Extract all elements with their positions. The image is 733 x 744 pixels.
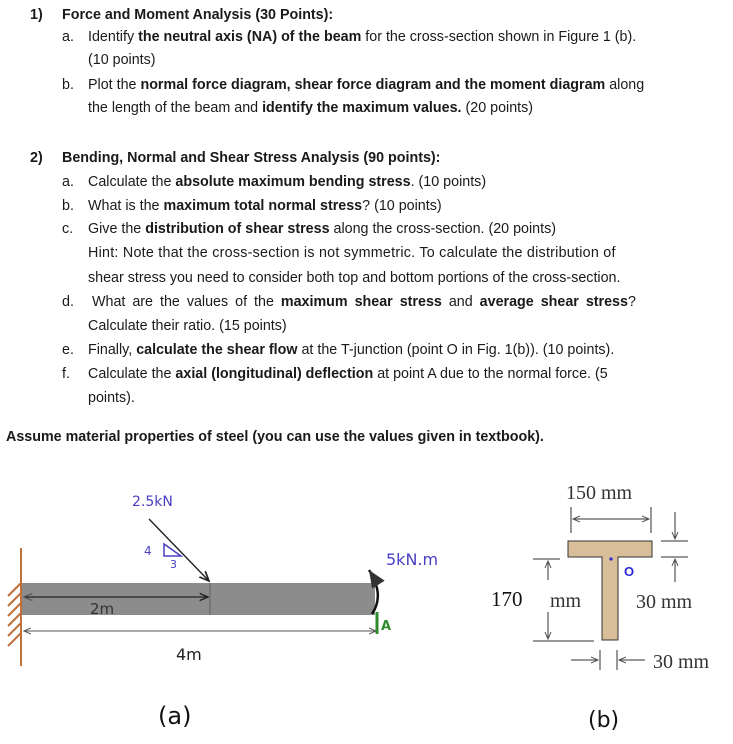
caption-a: (a) bbox=[158, 702, 192, 730]
q2-number: 2) bbox=[30, 150, 43, 166]
q1-title: Force and Moment Analysis (30 Points): bbox=[62, 7, 334, 23]
q2f-text-2: points). bbox=[88, 390, 135, 406]
q1b-label: b. bbox=[62, 77, 74, 93]
width-label: 150 mm bbox=[566, 482, 633, 504]
point-a-label: A bbox=[381, 619, 392, 634]
q2c-hint-2: shear stress you need to consider both top and bottom portions of the cross-section. bbox=[88, 270, 621, 286]
q2d-label: d. bbox=[62, 294, 74, 310]
q2e-text: Finally, calculate the shear flow at the T-junction (point O in Fig. 1(b)). (10 points). bbox=[88, 342, 615, 358]
slope-horizontal: 3 bbox=[170, 558, 177, 571]
fixed-wall-support bbox=[8, 548, 21, 666]
slope-vertical: 4 bbox=[144, 544, 152, 558]
beam bbox=[22, 583, 375, 615]
figure-a-beam-diagram bbox=[8, 494, 438, 730]
dim-4m-label: 4m bbox=[176, 645, 202, 664]
q2f-text: Calculate the axial (longitudinal) deflection at point A due to the normal force. (5 bbox=[88, 366, 608, 382]
q2b-text: What is the maximum total normal stress? (10 points) bbox=[88, 198, 442, 214]
force-label: 2.5kN bbox=[132, 494, 173, 510]
web-thickness-label: 30 mm bbox=[653, 651, 710, 673]
q2c-text: Give the distribution of shear stress along the cross-section. (20 points) bbox=[88, 221, 557, 237]
q1a-points: (10 points) bbox=[88, 52, 156, 68]
q2a-text: Calculate the absolute maximum bending stress. (10 points) bbox=[88, 174, 487, 190]
q1a-label: a. bbox=[62, 29, 74, 45]
height-unit: mm bbox=[550, 590, 582, 612]
q2e-label: e. bbox=[62, 342, 74, 358]
q2c-hint-1: Hint: Note that the cross-section is not symmetric. To calculate the distribution of bbox=[88, 245, 616, 261]
q1a-text: Identify the neutral axis (NA) of the beam for the cross-section shown in Figure 1 (b). bbox=[88, 29, 637, 45]
caption-b: (b) bbox=[588, 708, 620, 733]
assumption-note: Assume material properties of steel (you can use the values given in textbook). bbox=[6, 429, 544, 445]
q2b-label: b. bbox=[62, 198, 74, 214]
q1b-text: Plot the normal force diagram, shear force diagram and the moment diagram along bbox=[88, 77, 645, 93]
figure-b-t-section bbox=[491, 482, 710, 733]
q2f-label: f. bbox=[62, 366, 70, 382]
height-number: 170 bbox=[491, 587, 523, 611]
q2-title: Bending, Normal and Shear Stress Analysis (90 points): bbox=[62, 150, 441, 166]
q2d-text-2: Calculate their ratio. (15 points) bbox=[88, 318, 287, 334]
moment-label: 5kN.m bbox=[386, 550, 439, 569]
dim-2m-label: 2m bbox=[90, 600, 115, 618]
q1b-text-2: the length of the beam and identify the maximum values. (20 points) bbox=[88, 100, 534, 116]
force-arrow bbox=[149, 519, 209, 581]
q2a-label: a. bbox=[62, 174, 74, 190]
flange-thickness-label: 30 mm bbox=[636, 591, 693, 613]
q2d-text: What are the values of the maximum shear stress and average shear stress? bbox=[92, 294, 636, 310]
q2c-label: c. bbox=[62, 221, 74, 237]
q1-number: 1) bbox=[30, 7, 43, 23]
point-o-label: O bbox=[624, 564, 635, 579]
